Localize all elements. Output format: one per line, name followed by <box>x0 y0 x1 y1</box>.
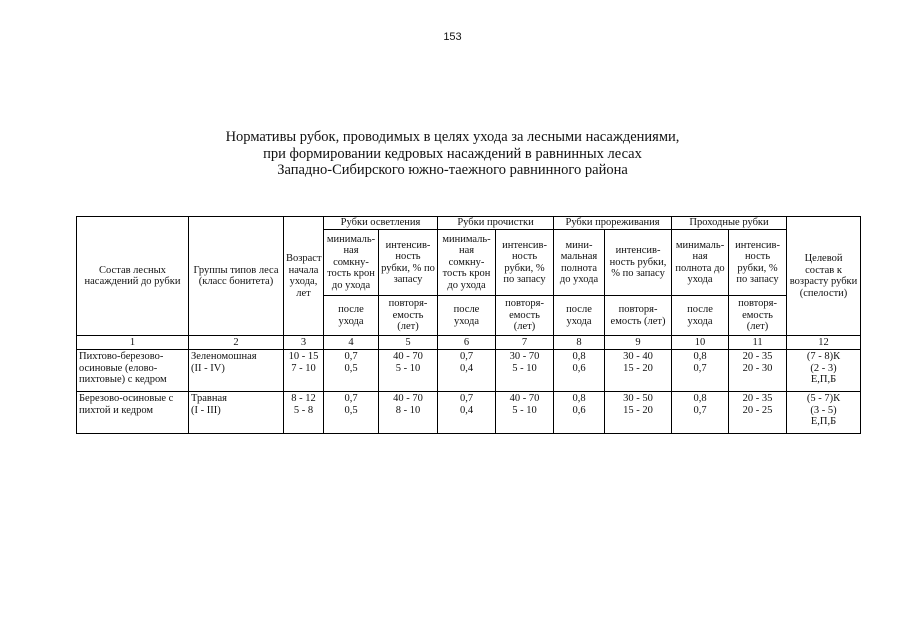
intensity-value: 30 - 50 <box>623 393 653 404</box>
column-number: 7 <box>496 336 554 350</box>
intensity-value: 20 - 35 <box>742 393 773 404</box>
forest-type-cell <box>189 392 284 434</box>
prohod-density-cell <box>672 392 729 434</box>
density-after: 0,7 <box>693 362 707 374</box>
target-line: (3 - 5) <box>810 404 837 416</box>
intensity-value: 30 - 70 <box>509 351 540 362</box>
column-number: 12 <box>787 336 861 350</box>
repeat-value: 20 - 25 <box>742 404 773 416</box>
intensity-value: 30 - 40 <box>623 351 653 362</box>
header-proch-repeat: повторя-емость (лет) <box>496 296 554 336</box>
header-proch-min-density: минималь-ная сомкну-тость крон до ухода <box>438 230 496 296</box>
density-before: 0,7 <box>344 393 358 404</box>
header-prohod-repeat: повторя-емость (лет) <box>729 296 787 336</box>
column-number: 11 <box>729 336 787 350</box>
osv-intensity-cell <box>379 392 438 434</box>
page-number: 153 <box>443 31 462 43</box>
target-line: (7 - 8)К <box>806 351 841 362</box>
prohod-intensity-cell <box>729 350 787 392</box>
column-number: 9 <box>605 336 672 350</box>
density-after: 0,5 <box>344 404 358 416</box>
repeat-value: 20 - 30 <box>742 362 773 374</box>
header-forest-type: Группы типов леса (класс бонитета) <box>189 217 284 336</box>
header-prohod-after: после ухода <box>672 296 729 336</box>
document-title <box>0 129 905 179</box>
header-target-composition: Целевой состав к возрасту рубки (спелости) <box>787 217 861 336</box>
osv-density-cell <box>324 392 379 434</box>
composition-cell: Березово-осиновые с пихтой и кедром <box>77 392 189 434</box>
header-prorezh-after: после ухода <box>554 296 605 336</box>
prorezh-density-cell <box>554 350 605 392</box>
start-age-value: 10 - 15 <box>288 351 319 362</box>
header-osv-after: после ухода <box>324 296 379 336</box>
forest-type-name: Зеленомошная <box>191 351 257 362</box>
column-number: 1 <box>77 336 189 350</box>
column-number: 8 <box>554 336 605 350</box>
target-line: Е,П,Б <box>810 416 837 427</box>
header-osv-intensity: интенсив-ность рубки, % по запасу <box>379 230 438 296</box>
bonitet-class: (I - III) <box>191 404 221 416</box>
column-number: 4 <box>324 336 379 350</box>
header-proch-after: после ухода <box>438 296 496 336</box>
density-after: 0,6 <box>572 404 586 416</box>
start-age-cell <box>284 392 324 434</box>
header-prohod-min-density: минималь-ная полнота до ухода <box>672 230 729 296</box>
header-composition: Состав лесных насаждений до рубки <box>77 217 189 336</box>
target-line: (2 - 3) <box>810 362 837 374</box>
header-prorezh-intensity: интенсив-ность рубки, % по запасу <box>605 230 672 296</box>
target-composition-cell <box>787 392 861 434</box>
density-after: 0,5 <box>344 362 358 374</box>
header-osv-repeat: повторя-емость (лет) <box>379 296 438 336</box>
density-before: 0,8 <box>693 393 707 404</box>
title-line-1: Нормативы рубок, проводимых в целях ухода за лесными насаждениями, <box>225 129 680 145</box>
header-prorezh-min-density: мини-мальная полнота до ухода <box>554 230 605 296</box>
density-before: 0,8 <box>572 393 586 404</box>
header-proch-intensity: интенсив-ность рубки, % по запасу <box>496 230 554 296</box>
repeat-value: 15 - 20 <box>623 362 653 374</box>
start-age-cell <box>284 350 324 392</box>
density-before: 0,7 <box>344 351 358 362</box>
header-group-prorezhivanie: Рубки прореживания <box>554 217 672 230</box>
proch-intensity-cell <box>496 350 554 392</box>
header-prorezh-repeat: повторя-емость (лет) <box>605 296 672 336</box>
proch-density-cell <box>438 350 496 392</box>
proch-intensity-cell <box>496 392 554 434</box>
title-line-2: при формировании кедровых насаждений в равнинных лесах <box>263 145 642 162</box>
repeat-value: 5 - 10 <box>395 362 421 374</box>
density-before: 0,7 <box>459 351 474 362</box>
prorezh-density-cell <box>554 392 605 434</box>
density-after: 0,7 <box>693 404 707 416</box>
intensity-value: 20 - 35 <box>742 351 773 362</box>
title-line-3: Западно-Сибирского южно-таежного равнинного района <box>277 162 628 178</box>
repeat-value: 8 - 10 <box>395 404 421 416</box>
header-group-prochistka: Рубки прочистки <box>438 217 554 230</box>
bonitet-class: (II - IV) <box>191 362 225 374</box>
start-age-value: 7 - 10 <box>291 362 316 374</box>
density-after: 0,4 <box>459 362 474 374</box>
header-group-prokhodnye: Проходные рубки <box>672 217 787 230</box>
intensity-value: 40 - 70 <box>393 393 423 404</box>
density-after: 0,4 <box>459 404 474 416</box>
header-prohod-intensity: интенсив-ность рубки, % по запасу <box>729 230 787 296</box>
repeat-value: 15 - 20 <box>623 404 653 416</box>
osv-intensity-cell <box>379 350 438 392</box>
density-before: 0,8 <box>572 351 586 362</box>
intensity-value: 40 - 70 <box>393 351 423 362</box>
column-numbers-row <box>77 336 861 350</box>
table-row <box>77 392 861 434</box>
column-number: 3 <box>284 336 324 350</box>
prorezh-intensity-cell <box>605 392 672 434</box>
target-composition-cell <box>787 350 861 392</box>
header-osv-min-density: минималь-ная сомкну-тость крон до ухода <box>324 230 379 296</box>
header-group-osvetlenie: Рубки осветления <box>324 217 438 230</box>
osv-density-cell <box>324 350 379 392</box>
proch-density-cell <box>438 392 496 434</box>
intensity-value: 40 - 70 <box>509 393 540 404</box>
start-age-value: 5 - 8 <box>293 404 314 416</box>
density-before: 0,7 <box>459 393 474 404</box>
target-line: Е,П,Б <box>810 374 837 385</box>
header-start-age: Возраст начала ухода, лет <box>284 217 324 336</box>
column-number: 10 <box>672 336 729 350</box>
column-number: 6 <box>438 336 496 350</box>
repeat-value: 5 - 10 <box>512 404 537 416</box>
column-number: 5 <box>379 336 438 350</box>
prorezh-intensity-cell <box>605 350 672 392</box>
table-row <box>77 350 861 392</box>
forest-type-name: Травная <box>191 393 227 404</box>
target-line: (5 - 7)К <box>806 393 841 404</box>
repeat-value: 5 - 10 <box>512 362 537 374</box>
prohod-density-cell <box>672 350 729 392</box>
norms-table <box>76 216 861 434</box>
density-after: 0,6 <box>572 362 586 374</box>
forest-type-cell <box>189 350 284 392</box>
prohod-intensity-cell <box>729 392 787 434</box>
column-number: 2 <box>189 336 284 350</box>
start-age-value: 8 - 12 <box>291 393 316 404</box>
density-before: 0,8 <box>693 351 707 362</box>
composition-cell: Пихтово-березово-осиновые (елово-пихтовые) с кедром <box>77 350 189 392</box>
